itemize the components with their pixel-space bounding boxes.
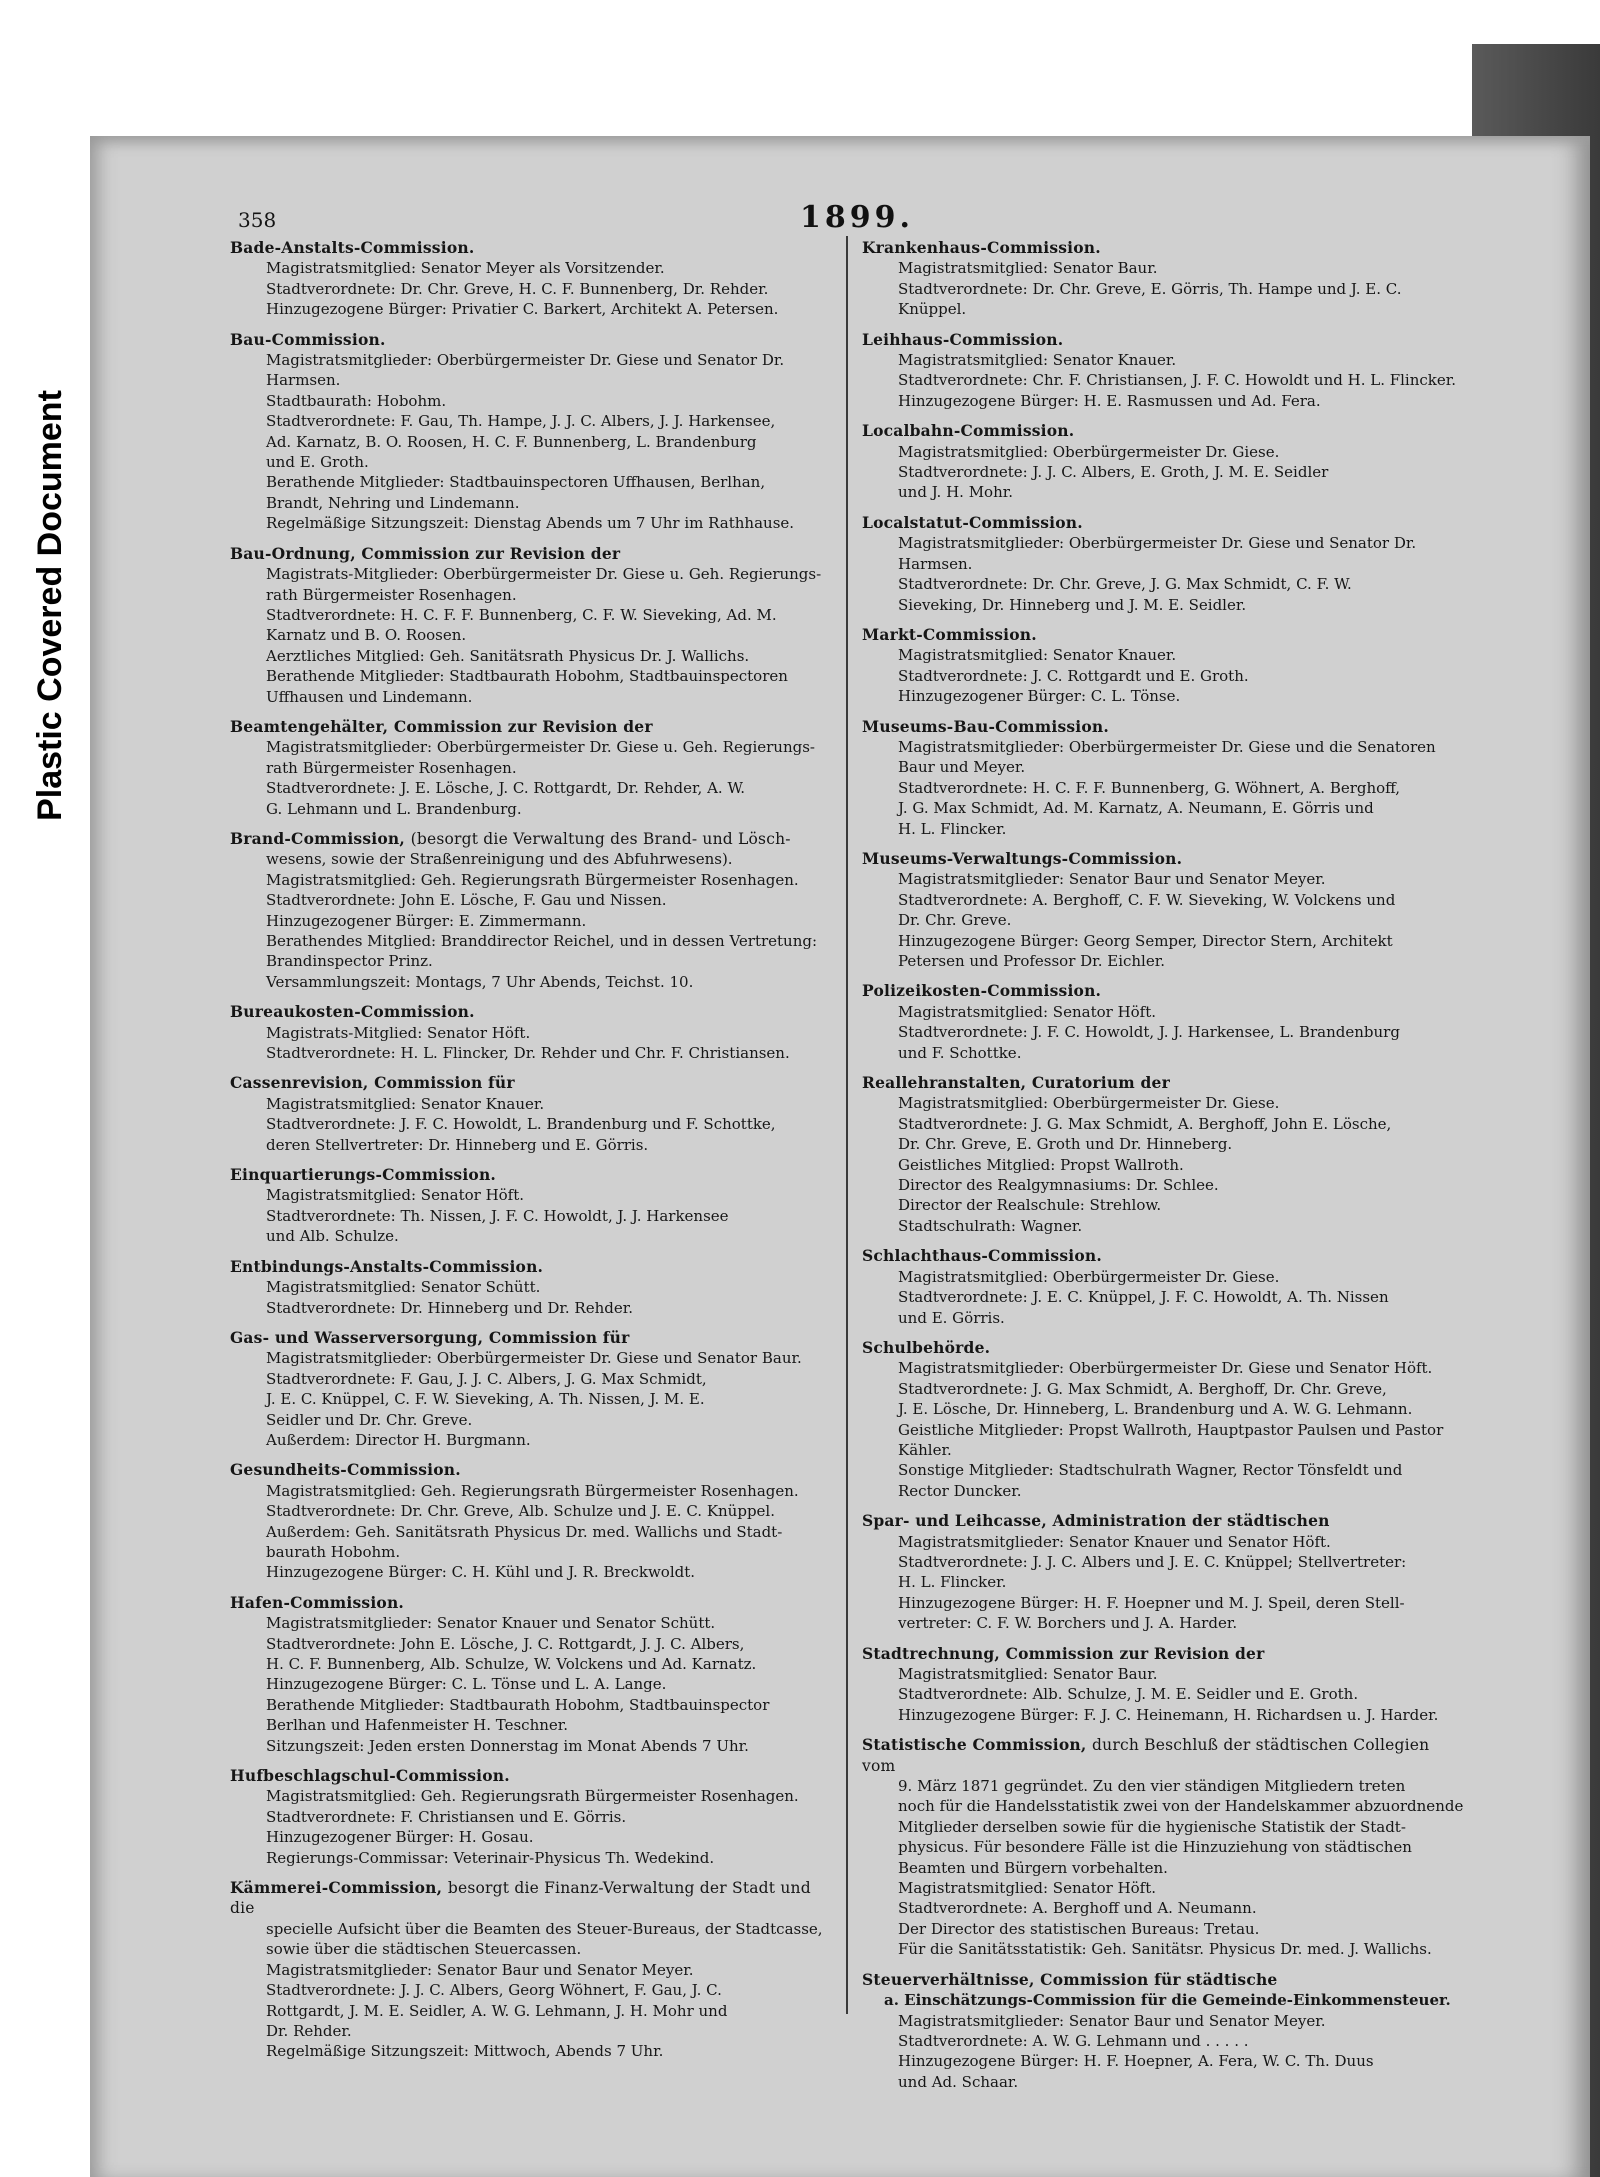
commission-line: Dr. Chr. Greve, E. Groth und Dr. Hinneberg. [898,1135,1233,1154]
commission-line: Magistratsmitglieder: Senator Baur und Senator Meyer. [898,870,1326,889]
commission-entry [230,238,830,320]
commission-line: Berathende Mitglieder: Stadtbauinspectoren Uffhausen, Berlhan, [266,473,766,492]
commission-line: Stadtverordnete: F. Christiansen und E. Görris. [266,1807,627,1826]
commission-line: Stadtverordnete: J. F. C. Howoldt, L. Brandenburg und F. Schottke, [266,1115,776,1134]
commission-title [862,1073,1466,1093]
commission-line: rath Bürgermeister Rosenhagen. [266,585,517,604]
commission-line: Stadtverordnete: Dr. Chr. Greve, J. G. Max Schmidt, C. F. W. [898,575,1352,594]
commission-note: (besorgt die Verwaltung des Brand- und Lösch- [410,829,791,848]
commission-line: Magistratsmitglieder: Oberbürgermeister Dr. Giese und Senator Dr. [898,534,1417,553]
commission-entry [862,1735,1466,1959]
commission-line: Geistliche Mitglieder: Propst Wallroth, Hauptpastor Paulsen und Pastor [898,1420,1444,1439]
commission-line: Stadtverordnete: J. F. C. Howoldt, J. J. Harkensee, L. Brandenburg [898,1023,1400,1042]
commission-line: Dr. Rehder. [266,2021,352,2040]
commission-line: Hinzugezogene Bürger: Privatier C. Barkert, Architekt A. Petersen. [266,300,779,319]
commission-title [230,829,830,849]
commission-line: Hinzugezogene Bürger: Georg Semper, Director Stern, Architekt [898,931,1393,950]
commission-title [862,981,1466,1001]
commission-title-text: Hufbeschlagschul-Commission. [230,1766,510,1786]
commission-line: Ad. Karnatz, B. O. Roosen, H. C. F. Bunnenberg, L. Brandenburg [266,432,757,451]
commission-line: rath Bürgermeister Rosenhagen. [266,758,517,777]
commission-title-text: Localstatut-Commission. [862,512,1083,532]
commission-title-text: Bau-Ordnung, Commission zur Revision der [230,543,621,563]
commission-title [862,1246,1466,1266]
commission-line: Magistratsmitglieder: Oberbürgermeister Dr. Giese und die Senatoren [898,737,1436,756]
commission-line: Berathende Mitglieder: Stadtbaurath Hobohm, Stadtbauinspector [266,1695,770,1714]
commission-title [862,625,1466,645]
commission-line: Hinzugezogene Bürger: H. E. Rasmussen und Ad. Fera. [898,391,1321,410]
commission-entry [230,1766,830,1868]
commission-entry [230,1002,830,1063]
commission-line: Regierungs-Commissar: Veterinair-Physicus Th. Wedekind. [266,1848,715,1867]
commission-entry [230,1165,830,1247]
commission-title [862,421,1466,441]
commission-line: physicus. Für besondere Fälle ist die Hinzuziehung von städtischen [898,1838,1412,1857]
commission-line: Hinzugezogene Bürger: C. H. Kühl und J. R. Breckwoldt. [266,1563,696,1582]
commission-line: Stadtverordnete: J. G. Max Schmidt, A. Berghoff, John E. Lösche, [898,1114,1392,1133]
commission-line: Sitzungszeit: Jeden ersten Donnerstag im Monat Abends 7 Uhr. [266,1736,749,1755]
commission-title [230,330,830,350]
right-column [862,238,1466,2102]
commission-line: Stadtverordnete: Alb. Schulze, J. M. E. Seidler und E. Groth. [898,1685,1359,1704]
commission-title [230,1328,830,1348]
left-column [230,238,830,2072]
commission-line: Mitglieder derselben sowie für die hygienische Statistik der Stadt- [898,1817,1406,1836]
commission-entry [862,849,1466,971]
commission-title-text: Beamtengehälter, Commission zur Revision der [230,716,653,736]
commission-line: Magistratsmitglieder: Oberbürgermeister Dr. Giese und Senator Höft. [898,1359,1433,1378]
commission-title-text: Gas- und Wasserversorgung, Commission für [230,1327,630,1347]
commission-line: Stadtverordnete: J. J. C. Albers und J. E. C. Knüppel; Stellvertreter: [898,1552,1407,1571]
commission-title [230,1593,830,1613]
commission-entry [862,1338,1466,1501]
commission-title [862,1970,1466,1990]
commission-line: Stadtverordnete: J. J. C. Albers, E. Groth, J. M. E. Seidler [898,463,1329,482]
commission-title-text: Gesundheits-Commission. [230,1460,461,1480]
commission-title [862,717,1466,737]
commission-title [230,1878,830,1919]
commission-line: Stadtverordnete: J. G. Max Schmidt, A. Berghoff, Dr. Chr. Greve, [898,1379,1387,1398]
commission-entry [230,1593,830,1756]
commission-entry [230,544,830,707]
commission-line: Magistratsmitglieder: Senator Knauer und Senator Schütt. [266,1614,716,1633]
commission-line: Rottgardt, J. M. E. Seidler, A. W. G. Lehmann, J. H. Mohr und [266,2001,728,2020]
commission-line: Stadtverordnete: F. Gau, J. J. C. Albers, J. G. Max Schmidt, [266,1369,707,1388]
commission-line: Karnatz und B. O. Roosen. [266,626,467,645]
commission-title [862,1511,1466,1531]
commission-title-text: Bade-Anstalts-Commission. [230,238,475,257]
commission-line: Director der Realschule: Strehlow. [898,1196,1162,1215]
commission-line: Hinzugezogene Bürger: F. J. C. Heinemann, H. Richardsen u. J. Harder. [898,1705,1439,1724]
commission-title-text: Markt-Commission. [862,624,1037,644]
commission-line: und E. Groth. [266,453,369,472]
commission-line: specielle Aufsicht über die Beamten des Steuer-Bureaus, der Stadtcasse, [266,1919,823,1938]
commission-entry [862,1246,1466,1328]
commission-line: Stadtverordnete: Dr. Chr. Greve, H. C. F. Bunnenberg, Dr. Rehder. [266,279,769,298]
commission-line: Geistliches Mitglied: Propst Wallroth. [898,1155,1184,1174]
commission-entry [230,1257,830,1318]
commission-line: Magistratsmitglieder: Oberbürgermeister Dr. Giese und Senator Dr. [266,351,785,370]
commission-title-text: Reallehranstalten, Curatorium der [862,1073,1170,1093]
commission-line: Stadtverordnete: H. C. F. F. Bunnenberg, C. F. W. Sieveking, Ad. M. [266,605,777,624]
commission-line: vertreter: C. F. W. Borchers und J. A. Harder. [898,1614,1238,1633]
commission-line: Magistratsmitglied: Senator Höft. [898,1002,1157,1021]
commission-title [862,849,1466,869]
commission-line: Regelmäßige Sitzungszeit: Dienstag Abends um 7 Uhr im Rathhause. [266,514,795,533]
commission-entry [862,981,1466,1063]
commission-line: Magistratsmitglied: Senator Baur. [898,259,1158,278]
commission-line: Magistratsmitglied: Oberbürgermeister Dr. Giese. [898,442,1280,461]
commission-title-text: Brand-Commission, [230,828,405,848]
commission-line: und Ad. Schaar. [898,2072,1019,2091]
commission-title-text: Leihhaus-Commission. [862,329,1064,349]
commission-line: H. L. Flincker. [898,819,1007,838]
commission-entry [862,1073,1466,1236]
commission-line: Hinzugezogener Bürger: H. Gosau. [266,1828,534,1847]
commission-line: Sieveking, Dr. Hinneberg und J. M. E. Seidler. [898,595,1247,614]
commission-line: Magistratsmitglieder: Oberbürgermeister Dr. Giese und Senator Baur. [266,1349,802,1368]
commission-line: Seidler und Dr. Chr. Greve. [266,1410,473,1429]
commission-line: Außerdem: Geh. Sanitätsrath Physicus Dr. med. Wallichs und Stadt- [266,1522,783,1541]
commission-line: Sonstige Mitglieder: Stadtschulrath Wagner, Rector Tönsfeldt und [898,1461,1403,1480]
commission-line: Aerztliches Mitglied: Geh. Sanitätsrath Physicus Dr. J. Wallichs. [266,646,750,665]
commission-title [862,1338,1466,1358]
commission-line: Beamten und Bürgern vorbehalten. [898,1858,1168,1877]
commission-title-text: Localbahn-Commission. [862,421,1075,441]
commission-entry [862,625,1466,707]
overlay-label [20,335,80,875]
commission-line: Uffhausen und Lindemann. [266,687,473,706]
commission-title [862,238,1466,258]
commission-line: Berathende Mitglieder: Stadtbaurath Hobohm, Stadtbauinspectoren [266,667,788,686]
commission-line: Berlhan und Hafenmeister H. Teschner. [266,1716,569,1735]
commission-line: J. E. C. Knüppel, C. F. W. Sieveking, A. Th. Nissen, J. M. E. [266,1390,705,1409]
commission-title-text: Steuerverhältnisse, Commission für städtische [862,1969,1278,1989]
commission-line: Stadtverordnete: Th. Nissen, J. F. C. Howoldt, J. J. Harkensee [266,1206,729,1225]
commission-line: wesens, sowie der Straßenreinigung und des Abfuhrwesens). [266,850,733,869]
column-divider [846,236,848,2014]
commission-title-text: Krankenhaus-Commission. [862,238,1101,257]
commission-entry [230,1460,830,1582]
commission-line: Stadtbaurath: Hobohm. [266,391,447,410]
commission-line: J. E. Lösche, Dr. Hinneberg, L. Brandenburg und A. W. G. Lehmann. [898,1400,1413,1419]
commission-line: Kähler. [898,1440,952,1459]
commission-line: Stadtverordnete: John E. Lösche, F. Gau und Nissen. [266,891,667,910]
commission-entry [862,513,1466,615]
commission-title [862,1644,1466,1664]
commission-title [862,330,1466,350]
commission-line: Magistrats-Mitglieder: Oberbürgermeister Dr. Giese u. Geh. Regierungs- [266,565,822,584]
commission-title [230,1257,830,1277]
commission-line: Stadtverordnete: F. Gau, Th. Hampe, J. J. C. Albers, J. J. Harkensee, [266,412,776,431]
commission-line: Magistratsmitglied: Geh. Regierungsrath Bürgermeister Rosenhagen. [266,1787,799,1806]
commission-line: J. G. Max Schmidt, Ad. M. Karnatz, A. Neumann, E. Görris und [898,799,1374,818]
page-year: 1899. [800,200,914,235]
commission-title-text: Kämmerei-Commission, [230,1878,443,1898]
commission-line: Stadtschulrath: Wagner. [898,1216,1083,1235]
commission-line: Versammlungszeit: Montags, 7 Uhr Abends, Teichst. 10. [266,972,694,991]
commission-entry [862,1644,1466,1726]
commission-subtitle: a. Einschätzungs-Commission für die Gemeinde-Einkommensteuer. [884,1991,1451,2010]
commission-line: Stadtverordnete: A. W. G. Lehmann und . . . . . [898,2031,1249,2050]
commission-line: Hinzugezogene Bürger: H. F. Hoepner, A. Fera, W. C. Th. Duus [898,2052,1374,2071]
commission-line: Berathendes Mitglied: Branddirector Reichel, und in dessen Vertretung: [266,932,818,950]
commission-title-text: Bureaukosten-Commission. [230,1002,475,1022]
commission-line: Stadtverordnete: J. E. C. Knüppel, J. F. C. Howoldt, A. Th. Nissen [898,1288,1389,1307]
commission-title-text: Entbindungs-Anstalts-Commission. [230,1256,544,1276]
commission-line: Regelmäßige Sitzungszeit: Mittwoch, Abends 7 Uhr. [266,2042,664,2061]
commission-line: H. L. Flincker. [898,1573,1007,1592]
commission-line: Der Director des statistischen Bureaus: Tretau. [898,1919,1260,1938]
commission-entry [230,717,830,819]
commission-line: Stadtverordnete: A. Berghoff und A. Neumann. [898,1899,1257,1918]
commission-title-text: Statistische Commission, [862,1735,1087,1755]
commission-line: Harmsen. [266,371,341,390]
commission-title-text: Spar- und Leihcasse, Administration der städtischen [862,1511,1330,1531]
commission-line: H. C. F. Bunnenberg, Alb. Schulze, W. Volckens und Ad. Karnatz. [266,1655,757,1673]
commission-line: Außerdem: Director H. Burgmann. [266,1430,531,1449]
commission-title-text: Museums-Verwaltungs-Commission. [862,848,1183,868]
commission-title [230,544,830,564]
commission-entry [862,330,1466,412]
commission-line: Rector Duncker. [898,1481,1022,1500]
commission-title-text: Polizeikosten-Commission. [862,981,1102,1001]
commission-line: Magistratsmitglied: Senator Knauer. [266,1094,545,1113]
commission-title-text: Cassenrevision, Commission für [230,1073,515,1093]
commission-line: Harmsen. [898,554,973,573]
commission-title-text: Einquartierungs-Commission. [230,1165,497,1185]
commission-title [862,513,1466,533]
commission-line: deren Stellvertreter: Dr. Hinneberg und E. Görris. [266,1135,649,1154]
commission-entry [862,717,1466,839]
commission-line: Stadtverordnete: John E. Lösche, J. C. Rottgardt, J. J. C. Albers, [266,1634,745,1653]
commission-entry [230,1878,830,2062]
commission-line: Stadtverordnete: J. E. Lösche, J. C. Rottgardt, Dr. Rehder, A. W. [266,779,746,798]
commission-title-text: Stadtrechnung, Commission zur Revision der [862,1643,1265,1663]
commission-title-text: Bau-Commission. [230,329,386,349]
commission-title [230,1766,830,1786]
page-number: 358 [238,208,277,232]
commission-line: Magistratsmitglied: Senator Meyer als Vorsitzender. [266,259,665,278]
commission-title [230,1460,830,1480]
overlay-label-text: Plastic Covered Document [30,389,69,821]
commission-entry [862,1511,1466,1633]
commission-line: Für die Sanitätsstatistik: Geh. Sanitätsr. Physicus Dr. med. J. Wallichs. [898,1940,1432,1959]
commission-line: Magistratsmitglieder: Senator Knauer und Senator Höft. [898,1532,1331,1551]
commission-line: Magistratsmitglied: Oberbürgermeister Dr. Giese. [898,1094,1280,1113]
commission-line: G. Lehmann und L. Brandenburg. [266,799,522,818]
commission-line: Dr. Chr. Greve. [898,911,1012,930]
commission-line: Magistratsmitglied: Senator Schütt. [266,1278,541,1297]
commission-line: Magistratsmitglied: Senator Höft. [266,1186,525,1205]
commission-line: Stadtverordnete: H. L. Flincker, Dr. Rehder und Chr. F. Christiansen. [266,1044,790,1063]
commission-line: Magistratsmitglied: Senator Knauer. [898,351,1177,370]
commission-entry [862,238,1466,320]
commission-line: Stadtverordnete: Chr. F. Christiansen, J. F. C. Howoldt und H. L. Flincker. [898,371,1457,390]
commission-line: Petersen und Professor Dr. Eichler. [898,952,1166,970]
commission-title [230,1073,830,1093]
commission-line: baurath Hobohm. [266,1542,401,1561]
commission-line: Stadtverordnete: J. J. C. Albers, Georg Wöhnert, F. Gau, J. C. [266,1981,722,2000]
commission-line: Stadtverordnete: Dr. Hinneberg und Dr. Rehder. [266,1298,634,1317]
commission-title [230,1165,830,1185]
commission-entry [862,1970,1466,2092]
commission-title [230,238,830,258]
commission-line: Magistratsmitglied: Senator Knauer. [898,646,1177,665]
commission-title-text: Schulbehörde. [862,1337,991,1357]
commission-line: und Alb. Schulze. [266,1227,399,1246]
commission-line: Magistratsmitglied: Senator Höft. [898,1879,1157,1898]
commission-line: und E. Görris. [898,1308,1005,1327]
commission-line: Stadtverordnete: A. Berghoff, C. F. W. Sieveking, W. Volckens und [898,890,1396,909]
commission-entry [230,829,830,992]
commission-line: Hinzugezogener Bürger: E. Zimmermann. [266,911,587,930]
commission-title [862,1735,1466,1776]
commission-line: Stadtverordnete: H. C. F. F. Bunnenberg, G. Wöhnert, A. Berghoff, [898,778,1401,797]
commission-line: Magistratsmitglied: Senator Baur. [898,1665,1158,1683]
commission-line: Hinzugezogener Bürger: C. L. Tönse. [898,687,1181,706]
commission-line: Magistratsmitglieder: Senator Baur und Senator Meyer. [266,1960,694,1979]
commission-line: Magistratsmitglied: Geh. Regierungsrath Bürgermeister Rosenhagen. [266,870,799,889]
commission-entry [862,421,1466,503]
commission-line: Stadtverordnete: Dr. Chr. Greve, Alb. Schulze und J. E. C. Knüppel. [266,1502,775,1521]
commission-line: Magistratsmitglied: Oberbürgermeister Dr. Giese. [898,1267,1280,1286]
commission-entry [230,330,830,534]
commission-title [230,717,830,737]
commission-note: durch Beschluß der städtischen Collegien vom [862,1736,1430,1775]
commission-title-text: Schlachthaus-Commission. [862,1246,1102,1266]
commission-line: Stadtverordnete: Dr. Chr. Greve, E. Görris, Th. Hampe und J. E. C. Knüppel. [898,279,1402,319]
commission-title-text: Museums-Bau-Commission. [862,716,1109,736]
commission-note: besorgt die Finanz-Verwaltung der Stadt und die [230,1879,811,1918]
commission-line: Magistratsmitglied: Geh. Regierungsrath Bürgermeister Rosenhagen. [266,1481,799,1500]
commission-line: Magistratsmitglieder: Senator Baur und Senator Meyer. [898,2011,1326,2030]
commission-title [230,1002,830,1022]
commission-title-text: Hafen-Commission. [230,1592,405,1612]
commission-line: Director des Realgymnasiums: Dr. Schlee. [898,1176,1219,1195]
commission-line: Magistrats-Mitglied: Senator Höft. [266,1023,531,1042]
commission-line: sowie über die städtischen Steuercassen. [266,1940,582,1959]
commission-line: und F. Schottke. [898,1043,1022,1062]
commission-line: 9. März 1871 gegründet. Zu den vier ständigen Mitgliedern treten [898,1777,1406,1796]
commission-line: Magistratsmitglieder: Oberbürgermeister Dr. Giese u. Geh. Regierungs- [266,738,815,757]
commission-line: Baur und Meyer. [898,758,1026,777]
commission-line: noch für die Handelsstatistik zwei von der Handelskammer abzuordnende [898,1797,1464,1816]
commission-line: Brandt, Nehring und Lindemann. [266,493,520,512]
commission-line: Stadtverordnete: J. C. Rottgardt und E. Groth. [898,666,1249,685]
commission-line: Brandinspector Prinz. [266,952,433,971]
commission-line: Hinzugezogene Bürger: H. F. Hoepner und M. J. Speil, deren Stell- [898,1593,1405,1612]
commission-line: und J. H. Mohr. [898,483,1014,502]
commission-entry [230,1073,830,1155]
commission-entry [230,1328,830,1450]
commission-line: Hinzugezogene Bürger: C. L. Tönse und L. A. Lange. [266,1675,667,1694]
